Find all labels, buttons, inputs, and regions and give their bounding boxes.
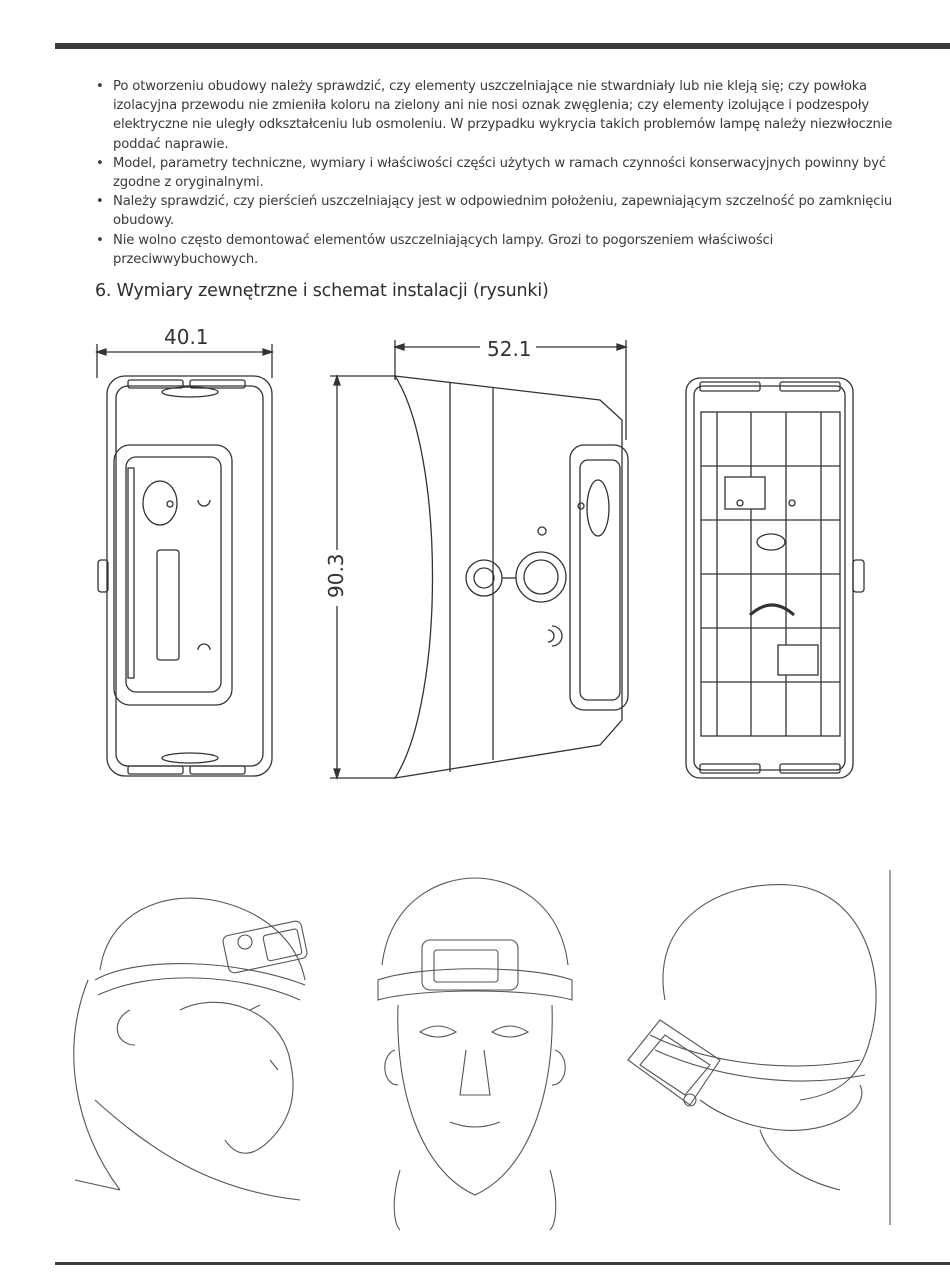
front-width-dimension: 40.1 [164,325,209,349]
helmet-back-sketch [663,885,876,1100]
dimension-drawings [0,320,950,790]
helmet-front-sketch [382,878,568,965]
bottom-rule [55,1262,950,1265]
bullet-item: • Należy sprawdzić, czy pierścień uszczelniający jest w odpowiednim położeniu, zapewniającym szczelność po zamknięciu obudowy. [95,192,895,230]
height-dimension: 90.3 [324,553,348,598]
side-width-dimension: 52.1 [487,337,532,361]
section-heading: 6. Wymiary zewnętrzne i schemat instalacji (rysunki) [95,281,549,301]
bullet-item: • Po otworzeniu obudowy należy sprawdzić, czy elementy uszczelniające nie stwardniały lub nie kleją się; czy powłoka izolacyjna przewodu nie zmieniła koloru na zielony ani nie nosi oznak zwęglenia; czy elementy izolujące i podzespoły elektryczne nie uległy odkształceniu lub osmoleniu. W przypadku wykrycia takich problemów lampę należy niezwłocznie poddać naprawie. [95,77,895,154]
maintenance-bullet-list [95,77,895,269]
bullet-item: • Model, parametry techniczne, wymiary i właściwości części użytych w ramach czynności konserwacyjnych powinny być zgodne z oryginalnymi. [95,154,895,192]
installation-sketches [0,860,950,1240]
bullet-item: • Nie wolno często demontować elementów uszczelniających lampy. Grozi to pogorszeniem właściwości przeciwwybuchowych. [95,231,895,269]
top-rule [55,43,950,49]
